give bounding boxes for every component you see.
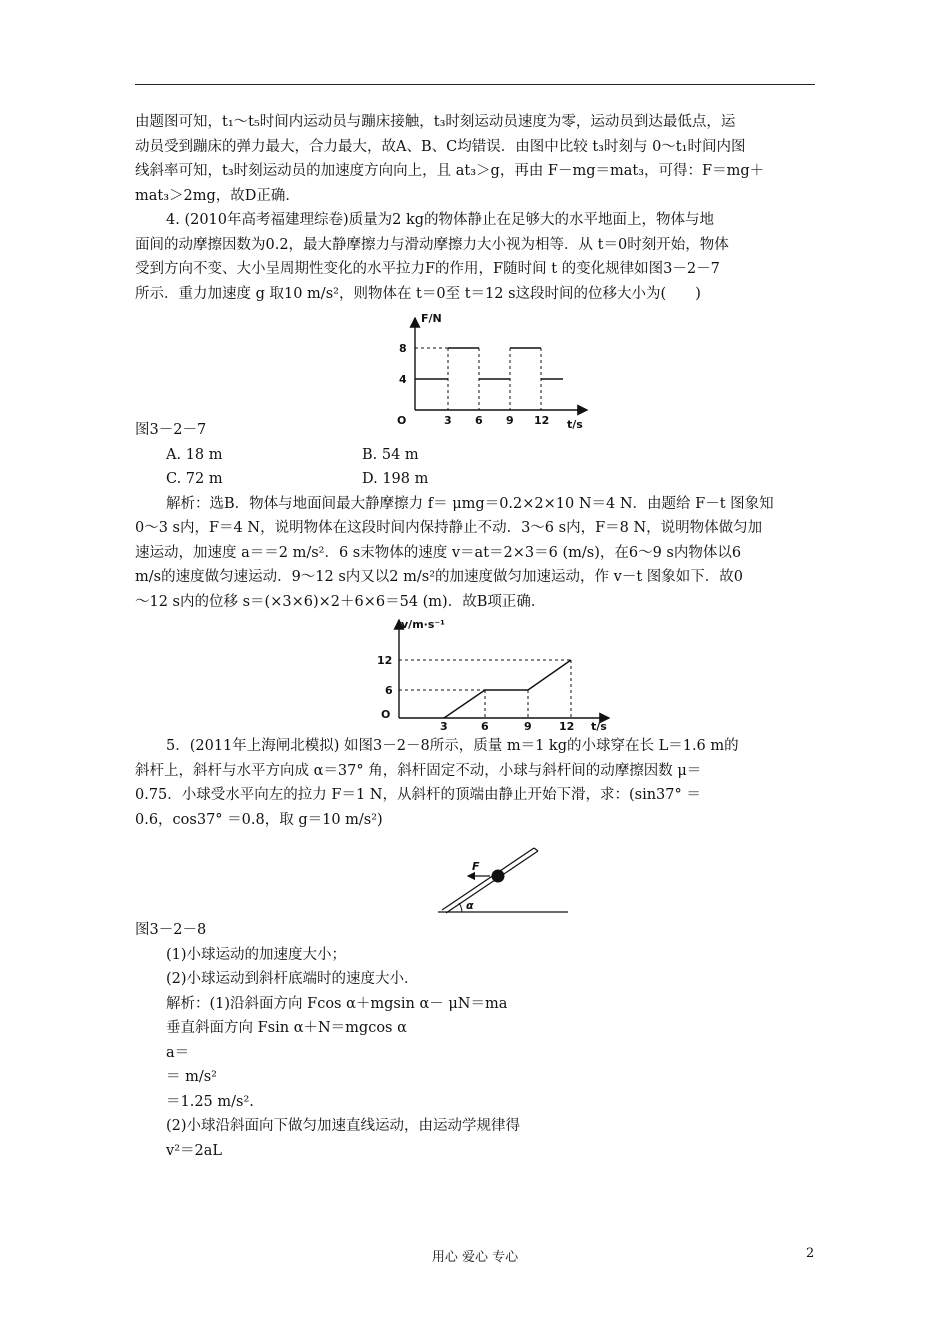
text-line: 动员受到蹦床的弹力最大，合力最大，故A、B、C均错误．由图中比较 t₃时刻与 0～t₁时间内图	[135, 138, 746, 155]
force-label: F	[472, 860, 480, 873]
text-line: 0～3 s内，F＝4 N，说明物体在这段时间内保持静止不动．3～6 s内，F＝8 N，说明物体做匀加	[135, 520, 763, 536]
text-line: 所示．重力加速度 g 取10 m/s²，则物体在 t＝0至 t＝12 s这段时间的位移大小为( )	[135, 285, 701, 302]
text-line: ＝1.25 m/s².	[166, 1093, 254, 1110]
option-a: A. 18 m	[166, 446, 223, 463]
option-b: B. 54 m	[362, 446, 419, 463]
option-d: D. 198 m	[362, 471, 429, 487]
figure-3-2-8	[135, 832, 815, 918]
x-tick-label: 12	[534, 414, 550, 427]
y-tick-label: 6	[385, 684, 393, 697]
document-body	[135, 110, 815, 1163]
y-tick-label: 4	[399, 373, 407, 386]
text-line: 速运动，加速度 a＝＝2 m/s²．6 s末物体的速度 v＝at＝2×3＝6 (m/s)，在6～9 s内物体以6	[135, 544, 742, 561]
text-line: 5．(2011年上海闸北模拟) 如图3－2－8所示，质量 m＝1 kg的小球穿在长 L＝1.6 m的	[166, 738, 739, 754]
solution-q5	[135, 992, 815, 1164]
text-line: ＝ m/s²	[166, 1069, 217, 1085]
velocity-time-figure	[135, 614, 815, 734]
question-5	[135, 734, 815, 992]
text-line: 斜杆上，斜杆与水平方向成 α＝37° 角，斜杆固定不动，小球与斜杆间的动摩擦因数 μ＝	[135, 762, 702, 779]
page-number: 2	[806, 1246, 815, 1261]
text-line: mat₃＞2mg，故D正确．	[135, 187, 300, 204]
text-line: v²＝2aL	[166, 1142, 223, 1159]
text-line: 解析：(1)沿斜面方向 Fcos α＋mgsin α－ μN＝ma	[166, 995, 508, 1012]
x-tick-label: 3	[444, 414, 452, 427]
angle-label: α	[466, 899, 474, 912]
origin-label: O	[381, 708, 391, 721]
sub-question-1: (1)小球运动的加速度大小；	[166, 946, 347, 963]
force-time-graph	[375, 308, 615, 431]
solution-q4	[135, 492, 815, 735]
velocity-line	[444, 660, 571, 718]
ball	[492, 870, 505, 883]
text-line: 线斜率可知，t₃时刻运动员的加速度方向向上，且 at₃＞g，再由 F－mg＝mat₃，可得：F＝mg＋	[135, 163, 765, 179]
text-line: 4. (2010年高考福建理综卷)质量为2 kg的物体静止在足够大的水平地面上，物体与地	[166, 212, 715, 228]
answer-options	[135, 443, 815, 492]
footer-slogan: 用心 爱心 专心	[431, 1250, 519, 1265]
x-axis-label: t/s	[567, 418, 583, 431]
incline-rod-diagram	[430, 834, 570, 920]
y-axis-label: v/m·s⁻¹	[401, 618, 445, 631]
text-line: ～12 s内的位移 s＝(×3×6)×2＋6×6＝54 (m)．故B项正确．	[135, 593, 546, 610]
x-axis-label: t/s	[591, 720, 607, 733]
figure-caption: 图3－2－8	[135, 922, 207, 938]
rod-edge	[442, 848, 534, 910]
text-line: 由题图可知，t₁～t₅时间内运动员与蹦床接触，t₃时刻运动员速度为零，运动员到达最低点，运	[135, 114, 736, 130]
y-tick-label: 12	[377, 654, 393, 667]
text-line: 面间的动摩擦因数为0.2，最大静摩擦力与滑动摩擦力大小视为相等．从 t＝0时刻开始，物体	[135, 236, 729, 253]
origin-label: O	[397, 414, 407, 427]
guide-lines	[399, 660, 571, 718]
angle-arc	[459, 903, 462, 912]
rod-end	[534, 848, 538, 851]
text-line: a＝	[166, 1044, 190, 1061]
x-tick-label: 3	[440, 720, 448, 733]
header-rule	[135, 84, 815, 85]
text-line: 受到方向不变、大小呈周期性变化的水平拉力F的作用，F随时间 t 的变化规律如图3－2－7	[135, 261, 720, 277]
text-line: 0.6，cos37° ＝0.8，取 g＝10 m/s²)	[135, 811, 383, 828]
text-line: 0.75．小球受水平向左的拉力 F＝1 N，从斜杆的顶端由静止开始下滑，求：(sin37° ＝	[135, 787, 701, 803]
figure-caption: 图3－2－7	[135, 422, 207, 438]
x-tick-label: 9	[506, 414, 514, 427]
y-tick-label: 8	[399, 342, 407, 355]
text-line: (2)小球沿斜面向下做匀加速直线运动，由运动学规律得	[166, 1118, 521, 1134]
x-tick-label: 12	[559, 720, 575, 733]
y-axis-label: F/N	[421, 312, 442, 325]
velocity-time-graph	[365, 614, 625, 732]
text-line: 垂直斜面方向 Fsin α＋N＝mgcos α	[166, 1020, 407, 1036]
option-c: C. 72 m	[166, 471, 223, 487]
question-4	[135, 208, 815, 492]
text-line: 解析：选B．物体与地面间最大静摩擦力 f＝ μmg＝0.2×2×10 N＝4 N．由题给 F－t 图象知	[166, 495, 774, 512]
sub-question-2: (2)小球运动到斜杆底端时的速度大小．	[166, 971, 419, 987]
text-line: m/s的速度做匀速运动．9～12 s内又以2 m/s²的加速度做匀加速运动，作 v－t 图象如下．故0	[135, 569, 743, 585]
x-tick-label: 6	[475, 414, 483, 427]
x-tick-label: 9	[524, 720, 532, 733]
solution-q3	[135, 110, 815, 208]
x-tick-label: 6	[481, 720, 489, 733]
